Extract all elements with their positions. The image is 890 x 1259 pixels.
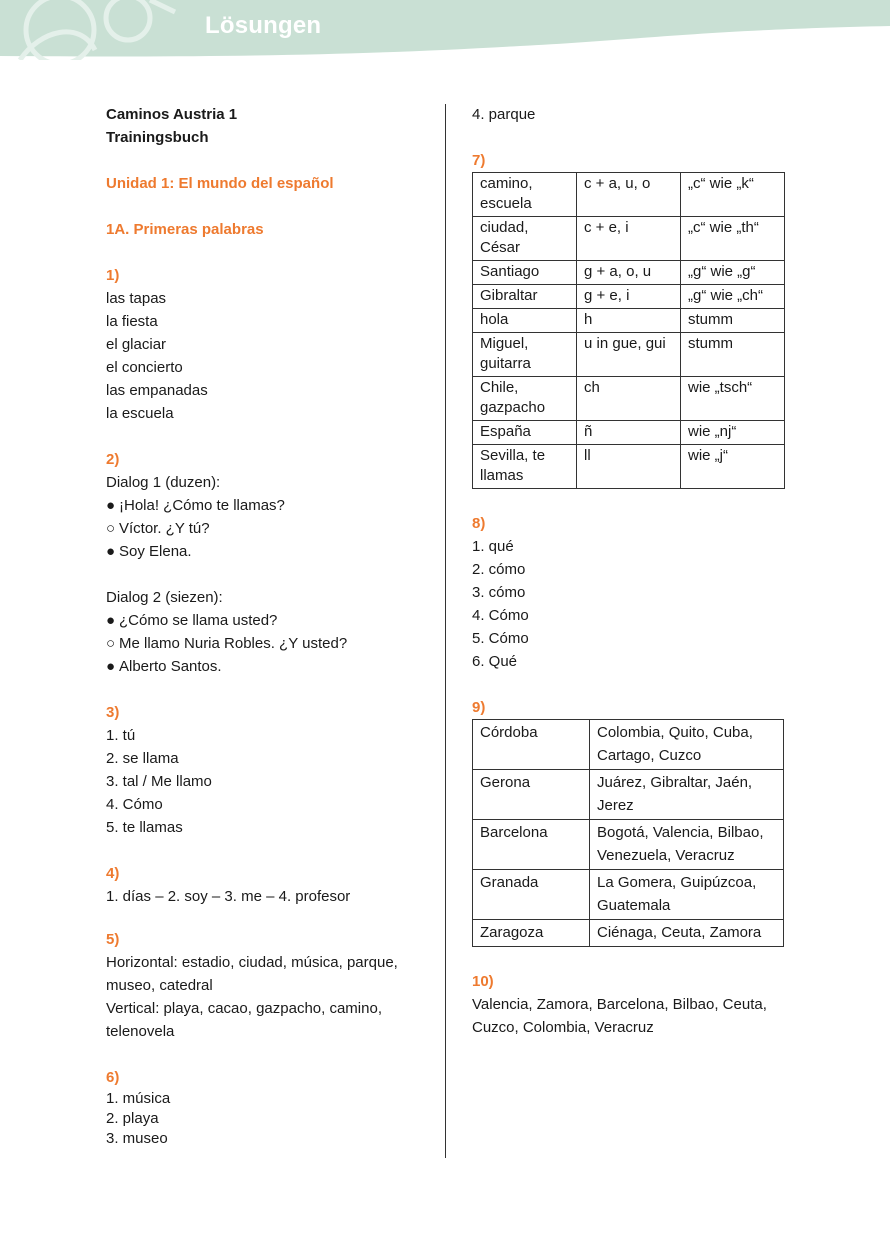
table-cell: „c“ wie „th“ xyxy=(681,217,785,261)
table-cell: ll xyxy=(577,445,681,489)
answer-line: museo, catedral xyxy=(106,977,213,994)
pronunciation-table xyxy=(472,172,785,489)
table-cell: Santiago xyxy=(473,261,577,285)
list-item: 3. museo xyxy=(106,1130,168,1147)
section-title: 1A. Primeras palabras xyxy=(106,221,264,238)
list-item: 1. música xyxy=(106,1090,171,1107)
exercise-label: 1) xyxy=(106,267,120,284)
header-title: Lösungen xyxy=(205,12,322,39)
table-row xyxy=(473,870,784,920)
dialog-line: ● ¡Hola! ¿Cómo te llamas? xyxy=(106,494,426,517)
table-row xyxy=(473,377,785,421)
list-item: 6. Qué xyxy=(472,653,518,670)
table-cell: „c“ wie „k“ xyxy=(681,173,785,217)
list-item: la fiesta xyxy=(106,313,158,330)
exercise-label: 7) xyxy=(472,152,486,169)
exercise-label: 5) xyxy=(106,931,120,948)
book-subtitle: Trainingsbuch xyxy=(106,129,209,146)
table-cell: Miguel, guitarra xyxy=(473,333,577,377)
list-item: 2. se llama xyxy=(106,750,179,767)
table-cell: g + a, o, u xyxy=(577,261,681,285)
dialog-line: ○ Me llamo Nuria Robles. ¿Y usted? xyxy=(106,632,426,655)
list-item: 4. Cómo xyxy=(106,796,163,813)
right-column xyxy=(472,103,792,1039)
dialog-title: Dialog 1 (duzen): xyxy=(106,474,221,491)
table-cell: España xyxy=(473,421,577,445)
exercise-label: 8) xyxy=(472,515,486,532)
header-banner xyxy=(0,0,890,60)
table-row xyxy=(473,261,785,285)
table-row xyxy=(473,770,784,820)
answer-text: Valencia, Zamora, Barcelona, Bilbao, Ceuta, Cuzco, Colombia, Veracruz xyxy=(472,996,767,1036)
exercise-label: 2) xyxy=(106,451,120,468)
table-cell: Colombia, Quito, Cuba, Cartago, Cuzco xyxy=(590,720,784,770)
table-row xyxy=(473,920,784,947)
table-cell: ñ xyxy=(577,421,681,445)
list-item: 5. te llamas xyxy=(106,819,183,836)
table-row xyxy=(473,720,784,770)
list-item: 4. Cómo xyxy=(472,607,529,624)
table-cell: „g“ wie „g“ xyxy=(681,261,785,285)
table-row xyxy=(473,285,785,309)
dialog-line: ● Soy Elena. xyxy=(106,540,426,563)
table-cell: wie „j“ xyxy=(681,445,785,489)
unit-title: Unidad 1: El mundo del español xyxy=(106,175,334,192)
dialog-title: Dialog 2 (siezen): xyxy=(106,589,223,606)
table-cell: wie „tsch“ xyxy=(681,377,785,421)
table-cell: h xyxy=(577,309,681,333)
dialog-line: ○ Víctor. ¿Y tú? xyxy=(106,517,426,540)
left-column xyxy=(106,103,426,1149)
table-row xyxy=(473,217,785,261)
table-cell: Córdoba xyxy=(473,720,590,770)
table-cell: Juárez, Gibraltar, Jaén, Jerez xyxy=(590,770,784,820)
filled-bullet-icon: ● xyxy=(106,497,116,514)
table-row xyxy=(473,421,785,445)
list-item: 1. tú xyxy=(106,727,136,744)
table-cell: Barcelona xyxy=(473,820,590,870)
table-cell: ciudad, César xyxy=(473,217,577,261)
filled-bullet-icon: ● xyxy=(106,543,116,560)
list-item: 3. cómo xyxy=(472,584,526,601)
table-cell: hola xyxy=(473,309,577,333)
table-cell: Granada xyxy=(473,870,590,920)
page-header xyxy=(0,0,890,60)
table-cell: stumm xyxy=(681,333,785,377)
dialog-line: ● ¿Cómo se llama usted? xyxy=(106,609,426,632)
table-cell: wie „nj“ xyxy=(681,421,785,445)
exercise-label: 9) xyxy=(472,699,486,716)
table-cell: c + e, i xyxy=(577,217,681,261)
book-title: Caminos Austria 1 xyxy=(106,106,238,123)
places-table xyxy=(472,719,784,947)
table-cell: Zaragoza xyxy=(473,920,590,947)
table-cell: camino, escuela xyxy=(473,173,577,217)
table-cell: Ciénaga, Ceuta, Zamora xyxy=(590,920,784,947)
table-cell: „g“ wie „ch“ xyxy=(681,285,785,309)
table-cell: Bogotá, Valencia, Bilbao, Venezuela, Veracruz xyxy=(590,820,784,870)
list-item: el concierto xyxy=(106,359,183,376)
answer-text: 1. días – 2. soy – 3. me – 4. profesor xyxy=(106,888,351,905)
table-cell: ch xyxy=(577,377,681,421)
answer-line: Vertical: playa, cacao, gazpacho, camino, xyxy=(106,1000,382,1017)
column-divider xyxy=(445,104,446,1158)
table-cell: g + e, i xyxy=(577,285,681,309)
exercise-label: 10) xyxy=(472,973,494,990)
table-row xyxy=(473,309,785,333)
answer-line: telenovela xyxy=(106,1023,175,1040)
list-item: 3. tal / Me llamo xyxy=(106,773,212,790)
filled-bullet-icon: ● xyxy=(106,658,116,675)
exercise-label: 6) xyxy=(106,1069,120,1086)
table-cell: Sevilla, te llamas xyxy=(473,445,577,489)
dialog-line: ● Alberto Santos. xyxy=(106,655,426,678)
answer-line: Horizontal: estadio, ciudad, música, parque, xyxy=(106,954,398,971)
list-item: las tapas xyxy=(106,290,167,307)
table-cell: c + a, u, o xyxy=(577,173,681,217)
table-row xyxy=(473,445,785,489)
table-cell: stumm xyxy=(681,309,785,333)
filled-bullet-icon: ● xyxy=(106,612,116,629)
list-item: el glaciar xyxy=(106,336,167,353)
table-cell: u in gue, gui xyxy=(577,333,681,377)
list-item: la escuela xyxy=(106,405,174,422)
open-bullet-icon: ○ xyxy=(106,635,116,652)
table-cell: La Gomera, Guipúzcoa, Guatemala xyxy=(590,870,784,920)
list-item: 5. Cómo xyxy=(472,630,529,647)
list-item: 2. cómo xyxy=(472,561,526,578)
list-item: 1. qué xyxy=(472,538,514,555)
list-item: las empanadas xyxy=(106,382,208,399)
exercise-label: 3) xyxy=(106,704,120,721)
table-cell: Chile, gazpacho xyxy=(473,377,577,421)
table-row xyxy=(473,333,785,377)
exercise-label: 4) xyxy=(106,865,120,882)
list-item: 4. parque xyxy=(472,106,536,123)
table-row xyxy=(473,820,784,870)
table-row xyxy=(473,173,785,217)
list-item: 2. playa xyxy=(106,1110,159,1127)
open-bullet-icon: ○ xyxy=(106,520,116,537)
table-cell: Gerona xyxy=(473,770,590,820)
table-cell: Gibraltar xyxy=(473,285,577,309)
